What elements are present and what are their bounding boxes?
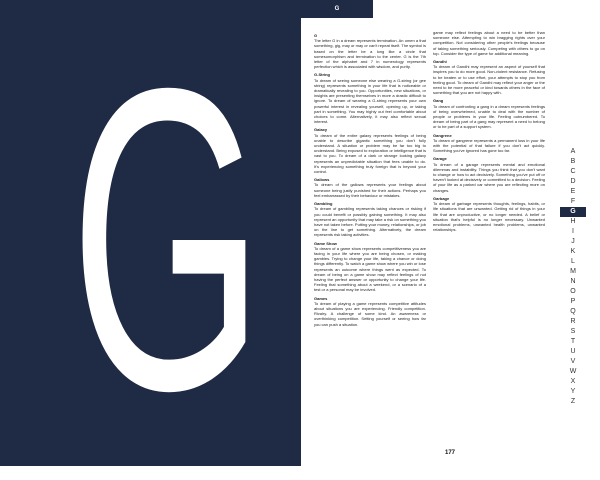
entry-title: Garbage — [433, 195, 450, 201]
alphabet-letter-m[interactable]: M — [570, 268, 576, 275]
text-column-1 — [314, 30, 426, 450]
alphabet-letter-c[interactable]: C — [570, 168, 576, 175]
alphabet-letter-h[interactable]: H — [570, 218, 576, 225]
alphabet-letter-u[interactable]: U — [570, 348, 576, 355]
text-column-2 — [433, 30, 545, 450]
alphabet-letter-n[interactable]: N — [570, 278, 576, 285]
alphabet-letter-z[interactable]: Z — [570, 398, 576, 405]
alphabet-letter-p[interactable]: P — [570, 298, 576, 305]
alphabet-letter-y[interactable]: Y — [570, 388, 576, 395]
alphabet-letter-i[interactable]: I — [572, 228, 574, 235]
alphabet-letter-w[interactable]: W — [569, 368, 577, 375]
entry-title: Gang — [433, 98, 444, 104]
header-tab — [301, 0, 373, 18]
entry-text: To dream of garbage represents thoughts, feelings, habits, or life situations that are unwanted. Getting rid of things in your life that are unproductive, or no longer needed. A belief or situation that's helpful is no longer necessary. Unwanted emotional problems, unwanted health problems, unwanted relationships. — [433, 201, 545, 233]
alphabet-index — [560, 147, 586, 407]
alphabet-letter-g[interactable]: G — [560, 207, 586, 217]
entry-title: Game Show — [314, 240, 337, 246]
alphabet-letter-b[interactable]: B — [570, 158, 576, 165]
alphabet-letter-e[interactable]: E — [570, 188, 576, 195]
entry-text: To dream of seeing someone else wearing a G-string (or gee string) represents something in your life that is noticeable or dramatically revealing to you. Opportunities, new situations, or insights are presenting themselves in more a drastic difficult to ignore. To dream of wearing a G-string represents your own powerful interest in revealing yourself, opening up, or taking part in something. You may highly out feel comfortable about choices to come. Alternatively, it may also reflect sexual interest. — [314, 77, 426, 125]
entry-title: G — [314, 33, 318, 38]
alphabet-letter-x[interactable]: X — [570, 378, 576, 385]
entry-text: To dream of playing a game represents competitive attitudes about situations you are experiencing. Friendly competition. Rivalry. A challenge of some kind. An awareness or overthinking competition. Setting yourself or seeing how far you can push a situation. — [314, 300, 426, 327]
entry-title: Games — [314, 295, 328, 301]
alphabet-letter-a[interactable]: A — [570, 148, 576, 155]
alphabet-letter-f[interactable]: F — [570, 198, 576, 205]
alphabet-letter-s[interactable]: S — [570, 328, 576, 335]
alphabet-letter-t[interactable]: T — [570, 338, 576, 345]
header-label: G — [334, 6, 340, 12]
section-letter: G — [70, 0, 264, 480]
entry-title: Gangrene — [433, 132, 452, 138]
alphabet-letter-v[interactable]: V — [570, 358, 576, 365]
entry-title: Gambling — [314, 201, 333, 207]
entry-text: To dream of the gallows represents your feelings about someone being justly punished for their actions. Perhaps you feel embarrassed by their behaviour or mistakes. — [314, 182, 426, 198]
entry-text: game may reflect feelings about a need to be better than someone else. Attempting to win bragging rights over your competition. Not considering other people's feelings because of taking something seriously. Competing with others to go on top. Consider the type of game for additional meaning. — [433, 30, 545, 56]
entry-text: To dream of Gandhi may represent an aspect of yourself that inspires you to do more good. Non-violent resistance. Refusing to be beaten or to use effort, your attempts to stop you from feeling good. To dream of Gandhi may reflect your anger or the need to be more peaceful or kind towards others in the face of something that you are not happy with. — [433, 64, 545, 96]
alphabet-letter-r[interactable]: R — [570, 318, 576, 325]
alphabet-letter-q[interactable]: Q — [570, 308, 576, 315]
entry-title: G-String — [314, 72, 330, 78]
entry-text: To dream of the entire galaxy represents feelings of being unable to describe gigantic something you don't fully understand. A situation or problem may be far too big to understand. Being exposed to exploration or intelligence that is vast to you. To dream of a dark or strange looking galaxy represents an unpredictable situation that fees unable to do. It's experiencing something truly foreign that is beyond your control. — [314, 132, 426, 175]
entry-title: Gandhi — [433, 59, 447, 65]
alphabet-letter-l[interactable]: L — [571, 258, 575, 265]
entry-text: To dream of a garage represents mental and emotional dilemmas and instability. Things you think that you don't want to change or how to act decisively. Something you've put off or haven't looked at decisively or committed to a decision. Feeling of your life as a parked car where you are reflecting more on changes. — [433, 161, 545, 193]
entry-text: To dream of confronting a gang in a dream represents feelings of being overwhelmed, unable to deal with the number of people or problems in your life. Feeling outnumbered. To dream of being part of a gang may represent a need to belong or to be part of a support system. — [433, 103, 545, 130]
alphabet-letter-k[interactable]: K — [570, 248, 576, 255]
entry-text: The letter G in a dream represents termination. An omen a that something, gig, may or may or can't repeat itself. The symbol is based on the letter be a long like a circle that somesomorphism and termination to the center. G is the 7th letter of the alphabet and 7 in numerology represents perfection which is associated with wisdom, and purity. — [314, 38, 426, 70]
entry-title: Garage — [433, 156, 447, 162]
alphabet-letter-j[interactable]: J — [571, 238, 575, 245]
alphabet-letter-o[interactable]: O — [570, 288, 576, 295]
entry-text: To dream of gambling represents taking chances or risking if you could benefit or possibly gaining something. It may also represent an opportunity that may take a risk on something you have not taken before. Putting your money, relationships, or job on the line to get something. Alternatively, the dream represents risk taking activities. — [314, 206, 426, 238]
entry-title: Galaxy — [314, 127, 328, 133]
alphabet-letter-d[interactable]: D — [570, 178, 576, 185]
entry-title: Gallows — [314, 177, 330, 183]
entry-text: To dream of a game show represents competitiveness you are facing in your life where you are being chosen, or making gambles. Trying to change your life, taking a chance or doing things differently. To watch a game show where you win or lose represents an outcome where things went as expected. To dream of being on a game show may reflect feelings of not having the perfect answer or opportunity to change your life. Feeling that something about a weekend, or a scenario of a test or a personal may be involved. — [314, 245, 426, 293]
entry-text: To dream of gangrene represents a permanent loss in your life with the potential of that failure if you don't act quickly. Something you've ignored has gone too far. — [433, 137, 545, 154]
page-number: 177 — [444, 450, 455, 456]
